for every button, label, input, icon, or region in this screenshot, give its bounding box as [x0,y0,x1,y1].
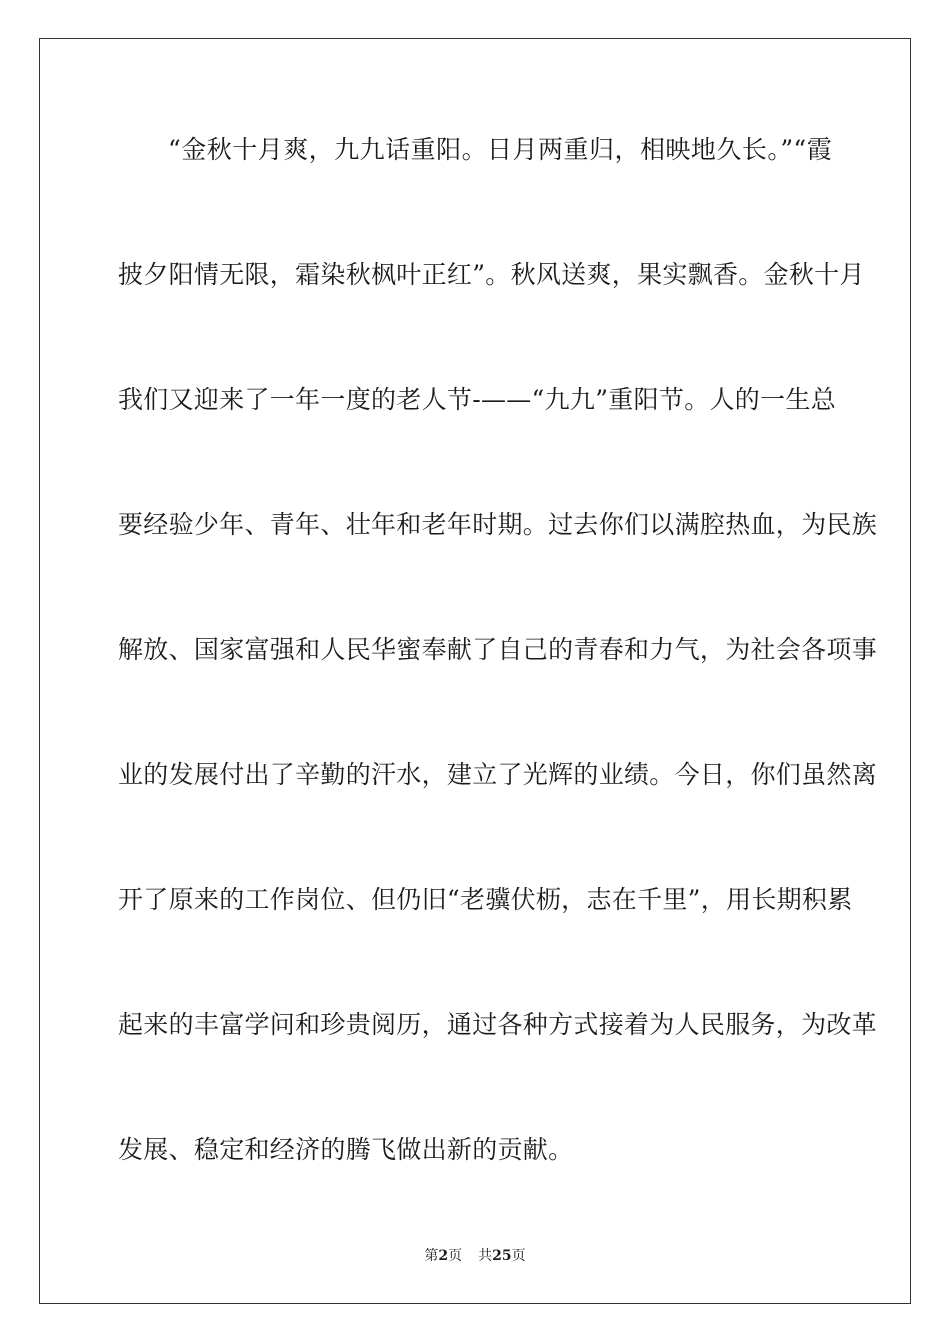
total-page-count: 25 [492,1248,512,1264]
paragraph-line-3: 我们又迎来了一年一度的老人节-——“九九”重阳节。人的一生总 [118,385,837,414]
paragraph-line-1: “金秋十月爽，九九话重阳。日月两重归，相映地久长。”“霞 [168,135,832,164]
current-page-number: 2 [438,1248,449,1264]
page-footer [0,1247,950,1265]
total-prefix: 共 [478,1248,493,1264]
paragraph-line-9: 发展、稳定和经济的腾飞做出新的贡献。 [118,1135,574,1164]
paragraph-line-8: 起来的丰富学问和珍贵阅历，通过各种方式接着为人民服务，为改革 [118,1010,878,1039]
page-suffix: 页 [448,1248,463,1264]
paragraph-line-4: 要经验少年、青年、壮年和老年时期。过去你们以满腔热血，为民族 [118,510,878,539]
page-prefix: 第 [424,1248,439,1264]
paragraph-line-6: 业的发展付出了辛勤的汗水，建立了光辉的业绩。今日，你们虽然离 [118,760,878,789]
paragraph-line-2: 披夕阳情无限，霜染秋枫叶正红”。秋风送爽，果实飘香。金秋十月 [118,260,865,289]
page-border [39,38,911,1304]
paragraph-line-5: 解放、国家富强和人民华蜜奉献了自己的青春和力气，为社会各项事 [118,635,878,664]
total-suffix: 页 [511,1248,526,1264]
paragraph-line-7: 开了原来的工作岗位、但仍旧“老骥伏枥，志在千里”，用长期积累 [118,885,853,914]
